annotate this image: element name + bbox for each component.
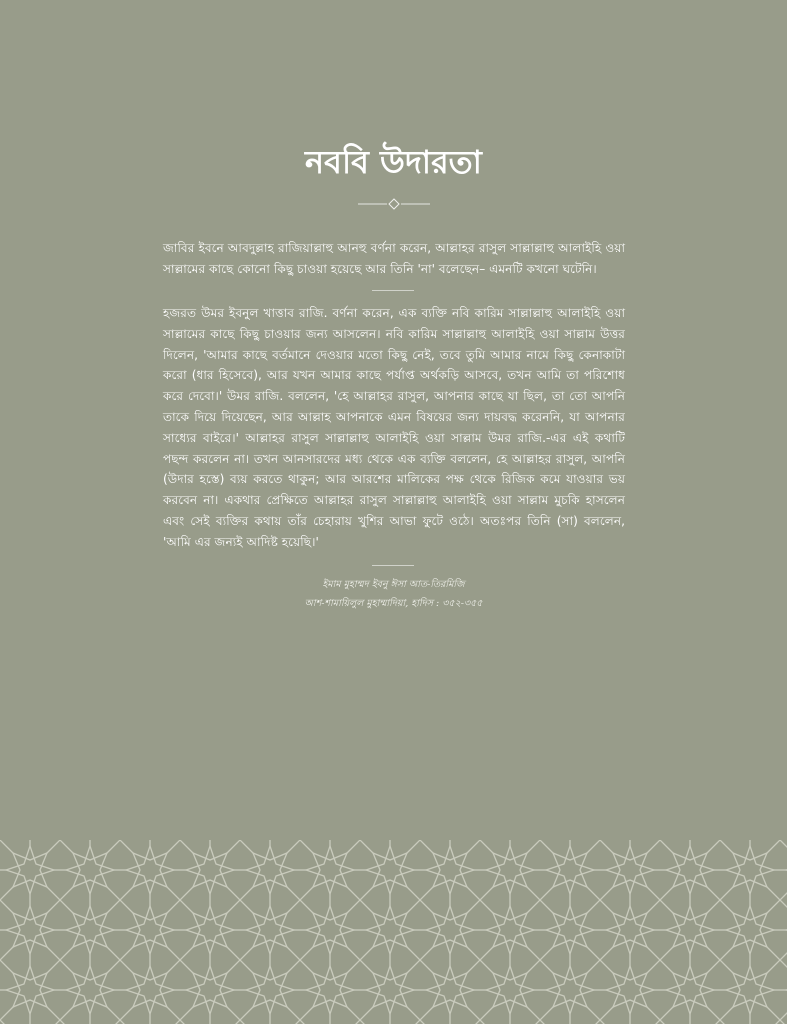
source-divider — [372, 565, 414, 566]
source-reference: আশ-শামায়িলুল মুহাম্মাদিয়া, হাদিস : ৩৫২-৩৫৫ — [304, 598, 483, 609]
source-author: ইমাম মুহাম্মদ ইবনু ঈসা আত-তিরমিজি — [322, 579, 465, 590]
page-title: নববি উদারতা — [305, 143, 482, 181]
hadith-paragraph-2: হজরত উমর ইবনুল খাত্তাব রাজি. বর্ণনা করেন, এক ব্যক্তি নবি কারিম সাল্লাল্লাহু আলাইহি ওয়া সাল্লামের কাছে কিছু চাওয়ার জন্য আসলেন। নবি কারিম সাল্লাল্লাহু আলাইহি ওয়া সাল্লাম উত্তর দিলেন, 'আমার কাছে বর্তমানে দেওয়ার মতো কিছু নেই, তবে তুমি আমার নামে কিছু কেনাকাটা করো (ধার হিসেবে), আর যখন আমার কাছে পর্যাপ্ত অর্থকড়ি আসবে, তখন আমি তা পরিশোধ করে দেবো।' উমর রাজি. বললেন, 'হে আল্লাহর রাসুল, আপনার কাছে যা ছিল, তা তো আপনি তাকে দিয়ে দিয়েছেন, আর আল্লাহ আপনাকে এমন বিষয়ের জন্য দায়বদ্ধ করেননি, যা আপনার সাধ্যের বাইরে।' আল্লাহর রাসুল সাল্লাল্লাহু আলাইহি ওয়া সাল্লাম উমর রাজি.-এর এই কথাটি পছন্দ করলেন না। তখন আনসারদের মধ্য থেকে এক ব্যক্তি বললেন, হে আল্লাহর রাসুল, আপনি (উদার হস্তে) ব্যয় করতে থাকুন; আর আরশের মালিকের পক্ষ থেকে রিজিক কমে যাওয়ার ভয় করবেন না। একথার প্রেক্ষিতে আল্লাহর রাসুল সাল্লাল্লাহু আলাইহি ওয়া সাল্লাম মুচকি হাসলেন এবং সেই ব্যক্তির কথায় তাঁর চেহারায় খুশির আভা ফুটে ওঠে। অতঃপর তিনি (সা) বললেন, 'আমি এর জন্যই আদিষ্ট হয়েছি।' — [163, 306, 625, 549]
hadith-paragraph-1: জাবির ইবনে আবদুল্লাহ রাজিয়াল্লাহু আনহু বর্ণনা করেন, আল্লাহর রাসুল সাল্লাল্লাহু আলাইহি ওয়া সাল্লামের কাছে কোনো কিছু চাওয়া হয়েছে আর তিনি 'না' বলেছেন– এমনটি কখনো ঘটেনি। — [163, 241, 625, 276]
diamond-divider-ornament — [358, 198, 430, 210]
islamic-geometric-pattern-border — [0, 840, 787, 1024]
section-divider — [372, 290, 414, 291]
